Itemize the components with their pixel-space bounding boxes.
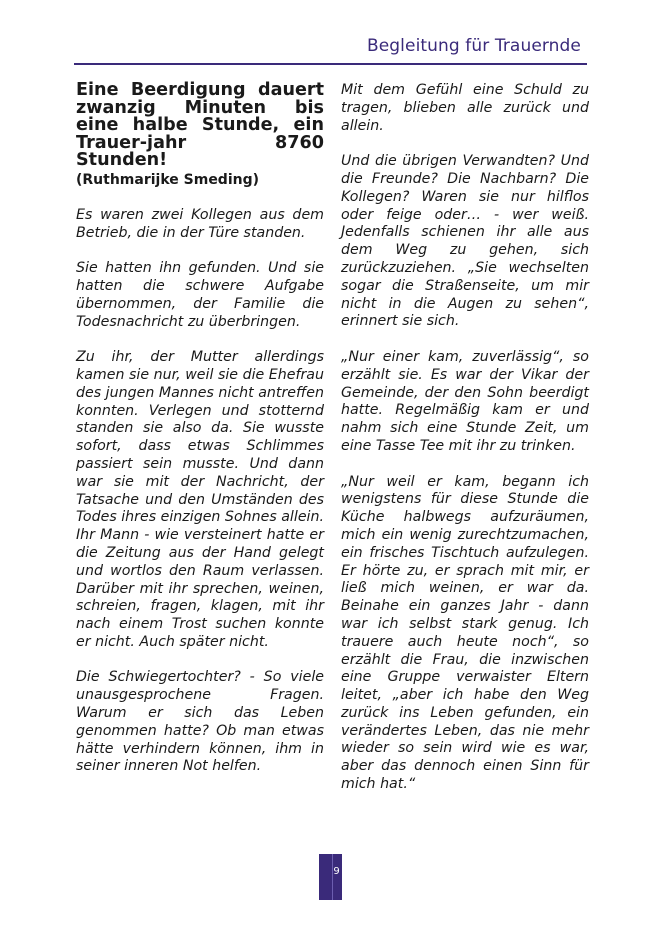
paragraph: Es waren zwei Kollegen aus dem Betrieb, die in der Türe standen. (76, 206, 324, 241)
page-tab-divider (332, 854, 333, 900)
article-author: (Ruthmarijke Smeding) (76, 171, 260, 188)
page-number-tab (319, 854, 342, 900)
right-column (341, 82, 589, 812)
paragraph: Zu ihr, der Mutter allerdings kamen sie nur, weil sie die Ehefrau des jungen Mannes nicht antreffen konnten. Verlegen und stotternd standen sie also da. Sie wusste sofort, dass etwas Schlimmes passiert sein musste. Und dann war sie mit der Nachricht, der Tatsache und den Umständen des Todes ihres einzigen Sohnes allein. Ihr Mann - wie versteinert hatte er die Zeitung aus der Hand gelegt und wortlos den Raum verlassen. Darüber mit ihr sprechen, weinen, schreien, fragen, klagen, mit ihr nach einem Trost suchen konnte er nicht. Auch später nicht. (76, 349, 324, 650)
paragraph: Sie hatten ihn gefunden. Und sie hatten die schwere Aufgabe übernommen, der Familie die Todesnachricht zu überbringen. (76, 260, 324, 330)
paragraph: Und die übrigen Verwandten? Und die Freunde? Die Nachbarn? Die Kollegen? Waren sie nur hilflos oder feige oder… - wer weiß. Jedenfalls schienen ihr alle aus dem Weg zu gehen, sich zurückzuziehen. „Sie wechselten sogar die Straßenseite, um mir nicht in die Augen zu sehen“, erinnert sie sich. (341, 153, 589, 330)
page-number: 9 (333, 866, 340, 877)
paragraph: „Nur einer kam, zuverlässig“, so erzählt sie. Es war der Vikar der Gemeinde, der den Sohn beerdigt hatte. Regelmäßig kam er und nahm sich eine Stunde Zeit, um eine Tasse Tee mit ihr zu trinken. (341, 348, 589, 454)
header-title: Begleitung für Trauernde (366, 36, 581, 56)
header-divider (74, 63, 587, 65)
left-column (76, 82, 324, 794)
paragraph: Die Schwiegertochter? - So viele unausgesprochene Fragen. Warum er sich das Leben genommen hatte? Ob man etwas hätte verhindern können, ihm in seiner inneren Not helfen. (76, 669, 324, 775)
paragraph: Mit dem Gefühl eine Schuld zu tragen, blieben alle zurück und allein. (341, 82, 589, 134)
paragraph: „Nur weil er kam, begann ich wenigstens für diese Stunde die Küche halbwegs aufzuräumen, mich ein wenig zurechtzumachen, ein frisches Tischtuch aufzulegen. Er hörte zu, er sprach mit mir, er ließ mich weinen, er war da. Beinahe ein ganzes Jahr - dann war ich selbst stark genug. Ich trauere auch heute noch“, so erzählt die Frau, die inzwischen eine Gruppe verwaister Eltern leitet, „aber ich habe den Weg zurück ins Leben gefunden, ein verändertes Leben, das nie mehr wieder so sein wird wie es war, aber das dennoch einen Sinn für mich hat.“ (341, 473, 589, 793)
article-heading: Eine Beerdigung dauert zwanzig Minuten bis eine halbe Stunde, ein Trauer-jahr 8760 Stunden! (76, 80, 324, 171)
